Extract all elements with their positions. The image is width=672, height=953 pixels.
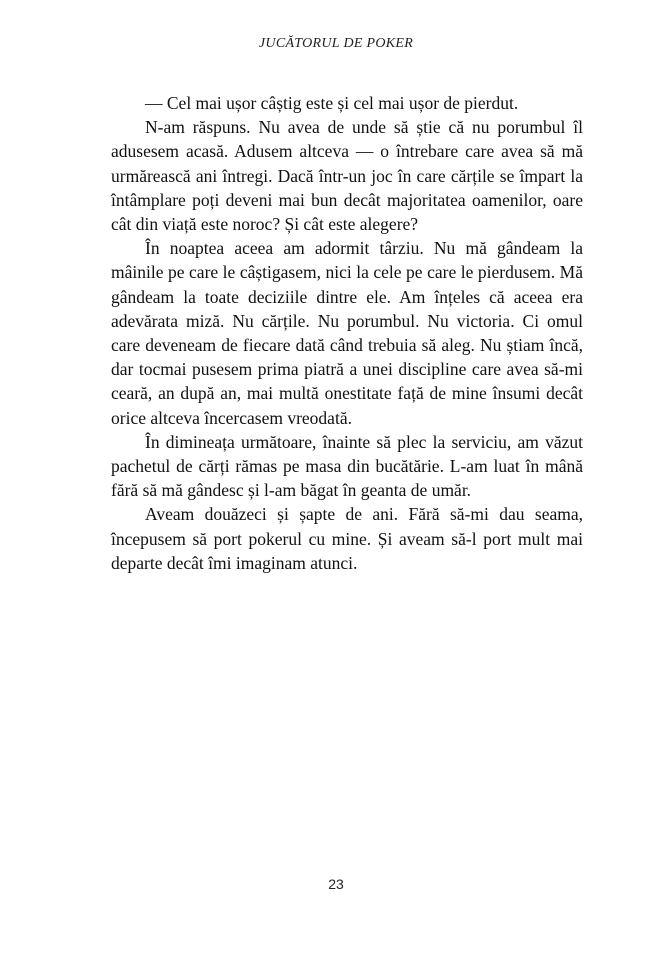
paragraph: Aveam douăzeci și șapte de ani. Fără să-mi dau seama, începusem să port pokerul cu mine. Și aveam să-l port mult mai departe decât îmi imaginam atunci.: [111, 504, 583, 573]
paragraph: În noaptea aceea am adormit târziu. Nu mă gândeam la mâinile pe care le câștigasem, nici la cele pe care le pierdusem. Mă gândeam la toate deciziile dintre ele. Am înțeles că aceea era adevărata miză. Nu cărțile. Nu porumbul. Nu victoria. Ci omul care deveneam de fiecare dată când trebuia să aleg. Nu știam încă, dar tocmai pusesem prima piatră a unei discipline care avea să-mi ceară, an după an, mai multă onestitate față de mine însumi decât orice altceva încercasem vreodată.: [111, 238, 583, 428]
paragraph: N-am răspuns. Nu avea de unde să știe că nu porumbul îl adusesem acasă. Adusem altceva — o întrebare care avea să mă urmărească ani întregi. Dacă într-un joc în care cărțile se împart la întâmplare poți deveni mai bun decât majoritatea oamenilor, oare cât din viață este noroc? Și cât este alegere?: [111, 117, 583, 235]
paragraph: În dimineața următoare, înainte să plec la serviciu, am văzut pachetul de cărți rămas pe masa din bucătărie. L-am luat în mână fără să mă gândesc și l-am băgat în geanta de umăr.: [111, 431, 583, 501]
body-text: [111, 91, 583, 575]
page-number: 23: [328, 876, 344, 892]
running-header-title: JUCĂTORUL DE POKER: [258, 36, 414, 51]
paragraph: — Cel mai ușor câștig este și cel mai ușor de pierdut.: [145, 93, 519, 113]
